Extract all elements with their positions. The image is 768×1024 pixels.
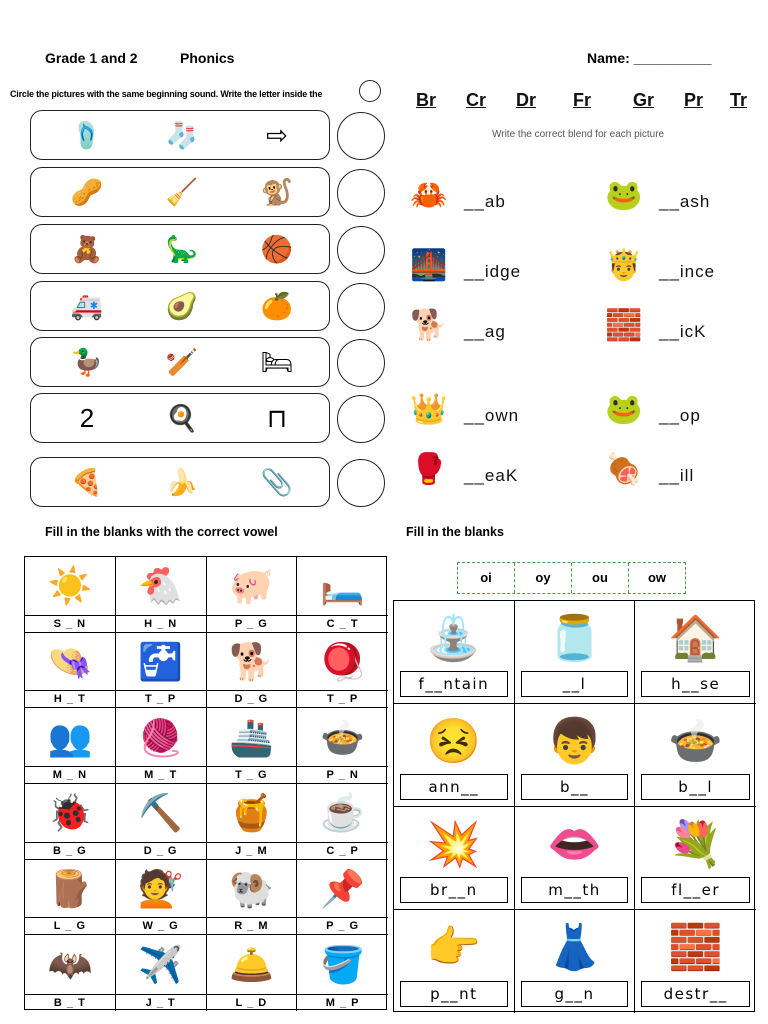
blend-word[interactable]: __ag [464, 322, 506, 341]
avocado-icon[interactable]: 🥑 [165, 291, 199, 321]
answer-circle[interactable] [337, 283, 385, 331]
annoyed-girl-icon: 😣 [426, 717, 482, 766]
diphthong-option: ou [572, 563, 629, 593]
cot-icon: 🛏️ [320, 565, 366, 607]
blend-option: Pr [684, 90, 704, 110]
blend-word[interactable]: __eaK [464, 466, 519, 485]
tap-icon: 🚰 [138, 640, 184, 682]
blend-option: Tr [730, 90, 748, 110]
tug-icon: 🚢 [228, 716, 274, 758]
vowel-cell [25, 860, 116, 936]
fill-cell [635, 601, 756, 704]
blend-option: Cr [466, 90, 487, 110]
vowel-word-label[interactable]: P _ G [297, 917, 388, 934]
prince-icon: 🤴 [605, 249, 643, 282]
bridge-icon: 🌉 [410, 249, 448, 282]
table-icon[interactable]: ⊓ [266, 403, 288, 433]
pan-icon[interactable]: 🍳 [165, 403, 199, 433]
lid-icon: 🛎️ [228, 944, 274, 986]
vowel-word-label[interactable]: M _ T [116, 766, 206, 783]
safety-pin-icon[interactable]: 📎 [260, 467, 294, 497]
wig-icon: 💇 [138, 867, 184, 909]
flower-icon: 💐 [668, 820, 724, 869]
arrow-icon[interactable]: ⇨ [266, 120, 288, 150]
brown-splash-icon: 💥 [426, 820, 482, 869]
jet-icon: ✈️ [138, 944, 184, 986]
vowel-cell [297, 860, 388, 936]
bat-icon: 🦇 [47, 944, 93, 986]
fill-blanks-grid [393, 600, 755, 1012]
vowel-word-label[interactable]: S _ N [25, 615, 115, 632]
pizza-icon[interactable]: 🍕 [70, 467, 104, 497]
vowel-word-label[interactable]: J _ M [207, 842, 297, 859]
vowel-cell [207, 860, 298, 936]
jam-icon: 🍯 [228, 792, 274, 834]
blend-word[interactable]: __ab [464, 192, 506, 211]
fill-word-box[interactable]: b__l [641, 774, 750, 800]
bug-icon: 🐞 [47, 792, 93, 834]
fill-word-box[interactable]: f__ntain [400, 671, 508, 697]
blend-instruction: Write the correct blend for each picture [492, 129, 665, 140]
vowel-word-label[interactable]: R _ M [207, 917, 297, 934]
blend-word[interactable]: __ash [659, 192, 711, 211]
vowel-word-label[interactable]: B _ G [25, 842, 115, 859]
answer-circle[interactable] [337, 226, 385, 274]
vowel-cell [25, 557, 116, 633]
vowel-cell [207, 708, 298, 784]
boy-icon: 👦 [547, 717, 602, 766]
fill-cell [515, 910, 636, 1013]
vowel-cell [116, 633, 207, 709]
blend-option: Dr [516, 90, 537, 110]
mop-icon[interactable]: 🧹 [165, 177, 199, 207]
fill-cell [515, 807, 636, 910]
answer-circle[interactable] [337, 395, 385, 443]
fountain-icon: ⛲ [426, 614, 482, 663]
boil-icon: 🍲 [668, 717, 724, 766]
vowel-cell [297, 935, 388, 1011]
vowel-word-label[interactable]: J _ T [116, 994, 206, 1011]
vowel-cell [116, 708, 207, 784]
vowel-word-label[interactable]: W _ G [116, 917, 206, 934]
sun-icon: ☀️ [47, 565, 93, 607]
dog-icon: 🐕 [228, 640, 274, 682]
frog-wash-icon: 🐸 [605, 179, 643, 212]
vowel-word-label[interactable]: M _ P [297, 994, 388, 1011]
fill-word-box[interactable]: __l [521, 671, 629, 697]
vowel-word-label[interactable]: T _ P [116, 690, 206, 707]
dig-icon: ⛏️ [138, 792, 184, 834]
vowel-word-label[interactable]: T _ P [297, 690, 388, 707]
subject-label: Phonics [180, 50, 235, 66]
socks-icon[interactable]: 🧦 [165, 120, 199, 150]
diphthong-options [457, 562, 686, 594]
blend-option: Fr [573, 90, 591, 110]
fill-blanks-title: Fill in the blanks [406, 525, 504, 539]
diphthong-option: oi [458, 563, 515, 593]
fill-cell [394, 601, 515, 704]
ambulance-icon[interactable]: 🚑 [70, 291, 104, 321]
fill-cell [515, 704, 636, 807]
name-field[interactable]: Name: __________ [587, 50, 712, 66]
grill-icon: 🍖 [605, 453, 643, 486]
house-icon: 🏠 [668, 614, 724, 663]
mouth-icon: 👄 [547, 820, 602, 869]
vowel-section-title: Fill in the blanks with the correct vowel [45, 525, 278, 539]
fill-word-box[interactable]: destr__ [641, 981, 750, 1007]
dinosaur-icon[interactable]: 🦕 [165, 234, 199, 264]
bat-icon[interactable]: 🏏 [165, 347, 199, 377]
brick-icon: 🧱 [605, 309, 643, 342]
vowel-cell [297, 708, 388, 784]
blend-word[interactable]: __op [659, 406, 701, 425]
fill-cell [515, 601, 636, 704]
answer-circle[interactable] [337, 339, 385, 387]
vowel-cell [207, 935, 298, 1011]
vowel-word-label[interactable]: T _ G [207, 766, 297, 783]
crown-icon: 👑 [410, 393, 448, 426]
vowel-grid [24, 556, 387, 1010]
vowel-word-label[interactable]: H _ T [25, 690, 115, 707]
vowel-word-label[interactable]: P _ G [207, 615, 297, 632]
oil-icon: 🫙 [547, 614, 602, 663]
vowel-word-label[interactable]: B _ T [25, 994, 115, 1011]
hat-icon: 👒 [47, 640, 93, 682]
orange-icon[interactable]: 🍊 [260, 291, 294, 321]
top-icon: 🪀 [320, 640, 366, 682]
grade-label: Grade 1 and 2 [45, 50, 138, 66]
vowel-word-label[interactable]: D _ G [116, 842, 206, 859]
vowel-cell [297, 557, 388, 633]
vowel-word-label[interactable]: H _ N [116, 615, 206, 632]
blend-word[interactable]: __own [464, 406, 520, 425]
vowel-cell [207, 784, 298, 860]
pan-icon: 🍲 [320, 716, 366, 758]
answer-circle[interactable] [337, 459, 385, 507]
flip-flops-icon[interactable]: 🩴 [70, 120, 104, 150]
vowel-cell [25, 633, 116, 709]
frog-icon: 🐸 [605, 393, 643, 426]
point-icon: 👉 [426, 923, 482, 972]
vowel-cell [25, 784, 116, 860]
fill-cell [635, 910, 756, 1013]
vowel-word-label[interactable]: D _ G [207, 690, 297, 707]
vowel-word-label[interactable]: L _ D [207, 994, 297, 1011]
break-icon: 🥊 [410, 453, 448, 486]
blend-option: Gr [633, 90, 655, 110]
ram-icon: 🐏 [228, 867, 274, 909]
vowel-cell [116, 784, 207, 860]
blend-word[interactable]: __idge [464, 262, 522, 281]
bed-icon[interactable]: 🛏 [260, 347, 294, 377]
sample-circle [359, 80, 381, 102]
vowel-cell [25, 935, 116, 1011]
fill-cell [394, 807, 515, 910]
ball-icon[interactable]: 🏀 [260, 234, 294, 264]
number-two-icon[interactable]: 2 [79, 403, 95, 433]
cup-icon: ☕ [320, 792, 366, 834]
mop-icon: 🪣 [320, 944, 366, 986]
pig-icon: 🐖 [228, 565, 274, 607]
doll-icon[interactable]: 🧸 [70, 234, 104, 264]
fill-word-box[interactable]: g__n [521, 981, 629, 1007]
fill-cell [635, 704, 756, 807]
banana-icon[interactable]: 🍌 [165, 467, 199, 497]
men-icon: 👥 [47, 716, 93, 758]
hen-icon: 🐔 [138, 565, 184, 607]
blend-word[interactable]: __icK [659, 322, 707, 341]
vowel-word-label[interactable]: C _ P [297, 842, 388, 859]
vowel-cell [297, 633, 388, 709]
fill-word-box[interactable]: ann__ [400, 774, 508, 800]
vowel-word-label[interactable]: P _ N [297, 766, 388, 783]
blend-word[interactable]: __ill [659, 466, 695, 485]
answer-circle[interactable] [337, 169, 385, 217]
blend-option: Br [416, 90, 437, 110]
vowel-word-label[interactable]: C _ T [297, 615, 388, 632]
nuts-icon[interactable]: 🥜 [70, 177, 104, 207]
fill-word-box[interactable]: p__nt [400, 981, 508, 1007]
peg-icon: 📌 [320, 867, 366, 909]
fill-cell [394, 910, 515, 1013]
vowel-cell [207, 633, 298, 709]
destroy-icon: 🧱 [668, 923, 724, 972]
gown-icon: 👗 [547, 923, 602, 972]
vowel-cell [116, 557, 207, 633]
fill-word-box[interactable]: h__se [641, 671, 750, 697]
fill-cell [394, 704, 515, 807]
monkey-icon[interactable]: 🐒 [260, 177, 294, 207]
vowel-cell [297, 784, 388, 860]
fill-cell [635, 807, 756, 910]
answer-circle[interactable] [337, 112, 385, 160]
vowel-word-label[interactable]: M _ N [25, 766, 115, 783]
fill-word-box[interactable]: br__n [400, 877, 508, 903]
vowel-cell [207, 557, 298, 633]
fill-word-box[interactable]: m__th [521, 877, 629, 903]
diphthong-option: ow [647, 570, 667, 585]
vowel-cell [116, 860, 207, 936]
fill-word-box[interactable]: fl__er [641, 877, 750, 903]
mat-icon: 🧶 [138, 716, 184, 758]
beginning-sound-instruction: Circle the pictures with the same beginning sound. Write the letter inside the [10, 89, 323, 99]
vowel-cell [116, 935, 207, 1011]
vowel-word-label[interactable]: L _ G [25, 917, 115, 934]
diphthong-option: oy [515, 563, 572, 593]
vowel-cell [25, 708, 116, 784]
fill-word-box[interactable]: b__ [521, 774, 629, 800]
dragging-icon: 🐕 [410, 309, 448, 342]
crab-icon: 🦀 [410, 179, 448, 212]
log-icon: 🪵 [47, 867, 93, 909]
blend-word[interactable]: __ince [659, 262, 716, 281]
duck-icon[interactable]: 🦆 [70, 347, 104, 377]
